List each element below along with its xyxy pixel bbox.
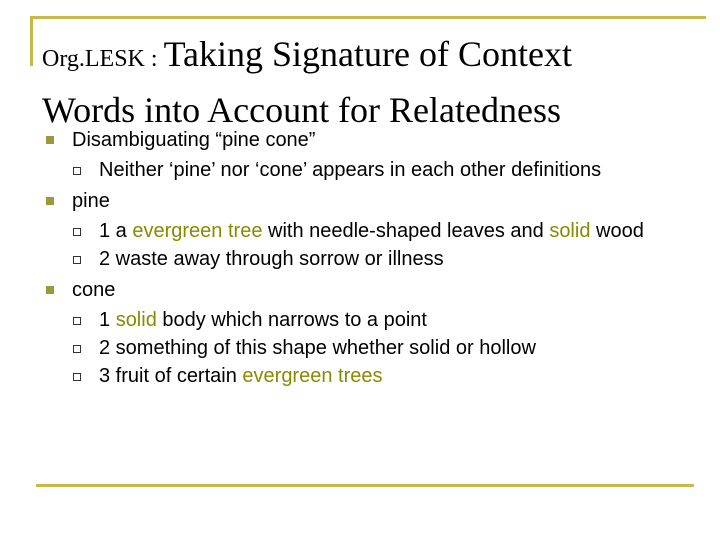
sub-bullet-item xyxy=(42,158,682,183)
sub-bullet-item xyxy=(42,247,682,272)
title-prefix: Org.LESK : xyxy=(42,46,164,72)
sub-bullet-item xyxy=(42,308,682,333)
sub-bullet-text-part: wood xyxy=(590,220,644,242)
bullet-item xyxy=(42,275,682,305)
hollow-square-bullet-icon xyxy=(73,345,81,353)
highlighted-term: solid xyxy=(115,309,157,331)
bullet-label: pine xyxy=(72,190,110,212)
title-main-line2: Words into Account for Relatedness xyxy=(42,90,561,130)
hollow-square-bullet-icon xyxy=(73,256,81,264)
bullet-item xyxy=(42,186,682,216)
sub-bullet-item xyxy=(42,336,682,361)
slide-content xyxy=(42,125,682,392)
sub-bullet-item xyxy=(42,219,682,244)
highlighted-term: evergreen tree xyxy=(132,220,263,242)
bullet-label: Disambiguating “pine cone” xyxy=(72,129,316,151)
bullet-item xyxy=(42,125,682,155)
frame-left-line xyxy=(30,16,33,66)
highlighted-term: evergreen trees xyxy=(242,365,383,387)
sub-bullet-text: 2 waste away through sorrow or illness xyxy=(99,248,444,270)
title-main-line1: Taking Signature of Context xyxy=(163,34,572,74)
sub-bullet-text: Neither ‘pine’ nor ‘cone’ appears in each other definitions xyxy=(99,159,602,181)
hollow-square-bullet-icon xyxy=(73,373,81,381)
sub-bullet-text-part: body which narrows to a point xyxy=(156,309,427,331)
sub-bullet-text-part: 1 xyxy=(99,309,116,331)
square-bullet-icon xyxy=(46,197,54,205)
hollow-square-bullet-icon xyxy=(73,317,81,325)
square-bullet-icon xyxy=(46,136,54,144)
bullet-label: cone xyxy=(72,279,116,301)
frame-top-line xyxy=(30,16,706,19)
sub-bullet-text-part: with needle-shaped leaves and xyxy=(262,220,550,242)
sub-bullet-text-part: 1 a xyxy=(99,220,133,242)
highlighted-term: solid xyxy=(549,220,591,242)
sub-bullet-text-part: 3 fruit of certain xyxy=(99,365,243,387)
sub-bullet-text: 2 something of this shape whether solid or hollow xyxy=(99,337,536,359)
hollow-square-bullet-icon xyxy=(73,228,81,236)
square-bullet-icon xyxy=(46,286,54,294)
sub-bullet-item xyxy=(42,364,682,389)
hollow-square-bullet-icon xyxy=(73,167,81,175)
frame-bottom-line xyxy=(36,484,694,487)
